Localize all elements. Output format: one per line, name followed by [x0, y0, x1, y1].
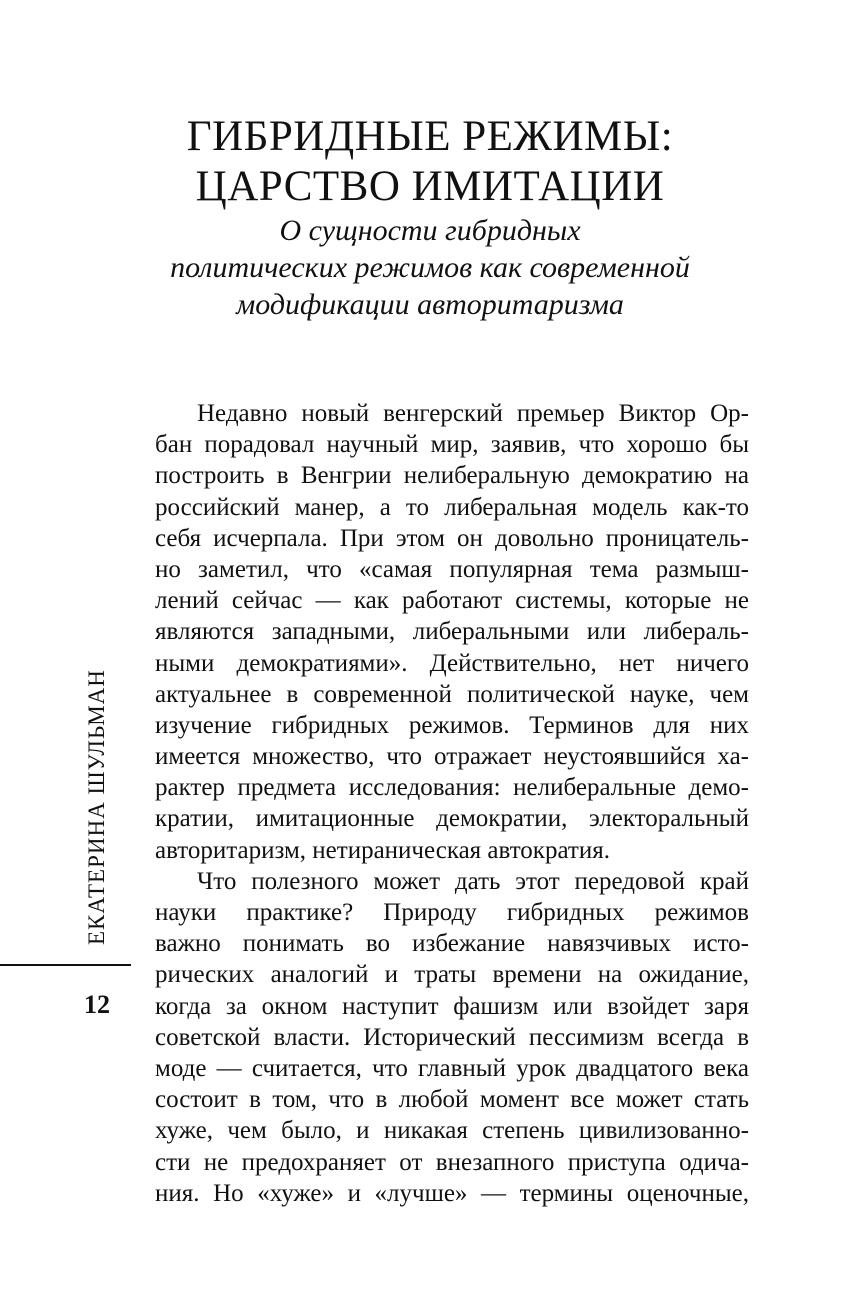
body-line: науки практике? Природу гибридных режимов — [155, 899, 749, 926]
body-line: авторитаризм, нетираническая автократия. — [155, 836, 610, 864]
body-line: советской власти. Исторический пессимизм всегда в — [155, 1023, 749, 1051]
body-line: имеется множество, что отражает неустоявшийся ха- — [155, 743, 749, 771]
body-line: изучение гибридных режимов. Терминов для них — [155, 711, 749, 739]
chapter-title-line-2: ЦАРСТВО ИМИТАЦИИ — [195, 163, 665, 210]
chapter-subtitle-line-1: О сущности гибридных — [279, 214, 581, 247]
chapter-title-line-1: ГИБРИДНЫЕ РЕЖИМЫ: — [186, 113, 674, 160]
body-line: построить в Венгрии нелиберальную демократию на — [155, 462, 749, 490]
body-line: являются западными, либеральными или либераль- — [155, 618, 749, 646]
body-line: актуальнее в современной политической науке, чем — [155, 680, 749, 708]
body-line: ния. Но «хуже» и «лучше» — термины оценочные, — [155, 1179, 749, 1207]
body-line: Недавно новый венгерский премьер Виктор Ор- — [197, 400, 749, 427]
body-line: ными демократиями». Действительно, нет ничего — [155, 649, 749, 677]
body-line: бан порадовал научный мир, заявив, что хорошо бы — [155, 431, 749, 459]
body-line: себя исчерпала. При этом он довольно проницатель- — [155, 524, 749, 552]
page-number: 12 — [84, 990, 110, 1019]
chapter-subtitle-line-3: модификации авторитаризма — [236, 288, 624, 321]
body-line: рических аналогий и траты времени на ожидание, — [155, 961, 749, 989]
body-line: кратии, имитационные демократии, электоральный — [155, 805, 749, 833]
body-line: Что полезного может дать этот передовой край — [197, 867, 749, 895]
body-line: состоит в том, что в любой момент все может стать — [155, 1086, 749, 1114]
running-author-name: ЕКАТЕРИНА ШУЛЬМАН — [84, 669, 109, 945]
body-line: российский манер, а то либеральная модель как-то — [155, 493, 749, 521]
body-line: моде — считается, что главный урок двадцатого века — [155, 1054, 749, 1082]
margin-rule — [0, 964, 131, 966]
body-line: сти не предохраняет от внезапного приступа одича- — [155, 1148, 749, 1176]
body-line: рактер предмета исследования: нелиберальные демо- — [155, 774, 749, 802]
body-line: но заметил, что «самая популярная тема размыш- — [155, 555, 749, 583]
chapter-subtitle-line-2: политических режимов как современной — [170, 251, 690, 284]
body-line: когда за окном наступит фашизм или взойдет заря — [155, 992, 749, 1020]
body-line: хуже, чем было, и никакая степень цивилизованно- — [155, 1117, 749, 1145]
body-line: лений сейчас — как работают системы, которые не — [155, 587, 749, 615]
body-text — [155, 398, 749, 1209]
body-line: важно понимать во избежание навязчивых исто- — [155, 930, 749, 958]
chapter-heading — [130, 112, 730, 323]
